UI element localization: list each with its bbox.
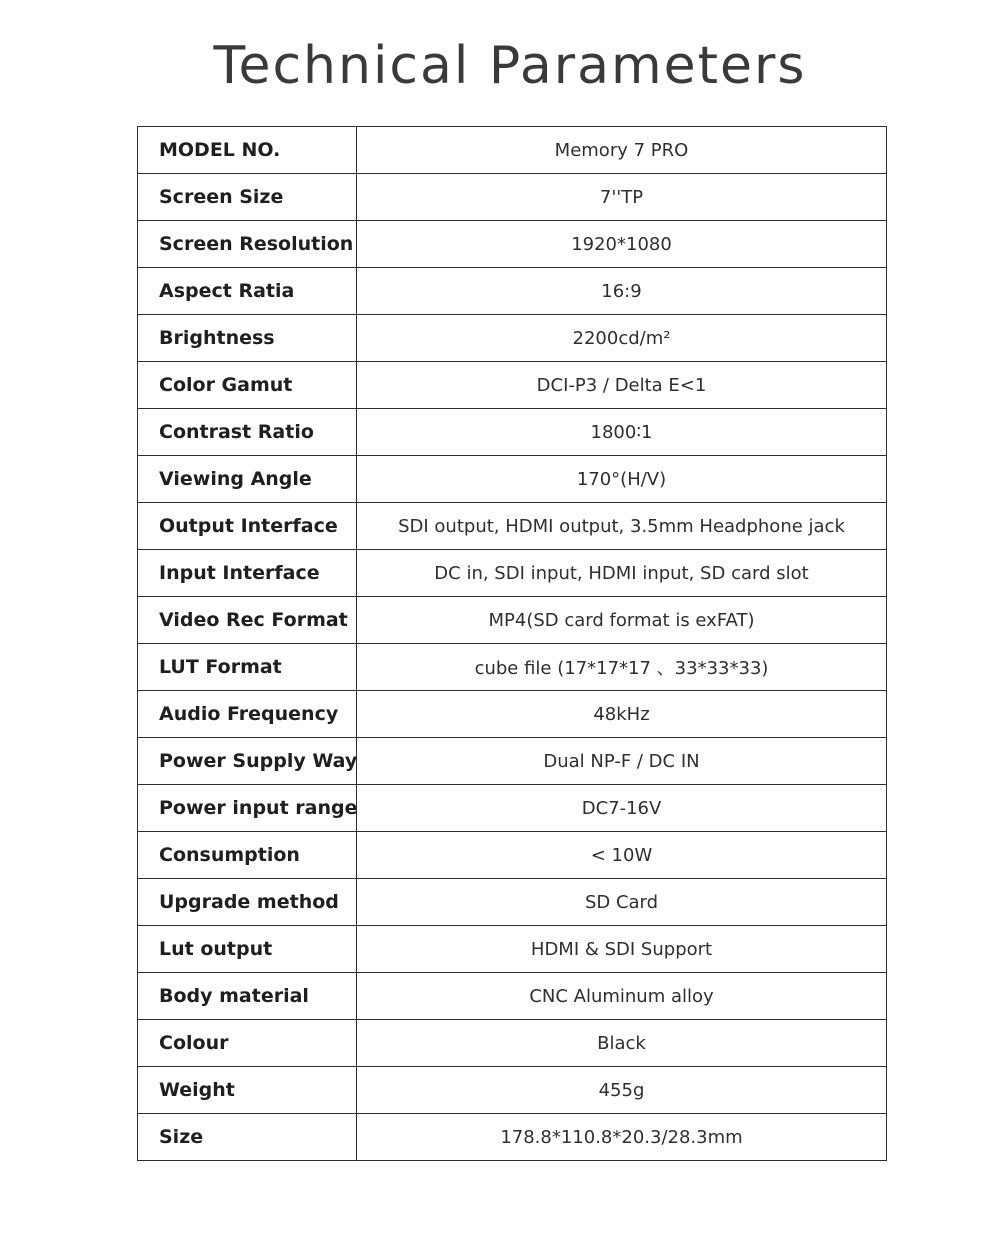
param-label: Viewing Angle xyxy=(138,456,357,503)
param-value: < 10W xyxy=(357,832,887,879)
param-label: Color Gamut xyxy=(138,362,357,409)
page-title: Technical Parameters xyxy=(213,36,807,96)
table-row xyxy=(138,315,887,362)
param-value: Dual NP-F / DC IN xyxy=(357,738,887,785)
param-value: 2200cd/m² xyxy=(357,315,887,362)
param-value: Memory 7 PRO xyxy=(357,127,887,174)
param-label: Video Rec Format xyxy=(138,597,357,644)
param-label: Power Supply Way xyxy=(138,738,357,785)
table-row xyxy=(138,127,887,174)
table-row xyxy=(138,268,887,315)
param-value: DCI-P3 / Delta E<1 xyxy=(357,362,887,409)
param-value: 7''TP xyxy=(357,174,887,221)
param-value: HDMI & SDI Support xyxy=(357,926,887,973)
table-row xyxy=(138,597,887,644)
param-label: Size xyxy=(138,1114,357,1161)
param-value: 170°(H/V) xyxy=(357,456,887,503)
table-row xyxy=(138,174,887,221)
table-row xyxy=(138,1020,887,1067)
param-label: Power input range xyxy=(138,785,357,832)
param-label: Upgrade method xyxy=(138,879,357,926)
table-row xyxy=(138,1114,887,1161)
param-label: Contrast Ratio xyxy=(138,409,357,456)
table-row xyxy=(138,926,887,973)
param-label: Body material xyxy=(138,973,357,1020)
param-value: CNC Aluminum alloy xyxy=(357,973,887,1020)
table-row xyxy=(138,691,887,738)
param-label: Aspect Ratia xyxy=(138,268,357,315)
table-row xyxy=(138,832,887,879)
param-label: Screen Size xyxy=(138,174,357,221)
param-value: SDI output, HDMI output, 3.5mm Headphone jack xyxy=(357,503,887,550)
param-label: LUT Format xyxy=(138,644,357,691)
table-row xyxy=(138,785,887,832)
table-row xyxy=(138,644,887,691)
param-value: DC7-16V xyxy=(357,785,887,832)
param-label: Brightness xyxy=(138,315,357,362)
table-row xyxy=(138,362,887,409)
param-value: 1920*1080 xyxy=(357,221,887,268)
param-label: MODEL NO. xyxy=(138,127,357,174)
table-row xyxy=(138,503,887,550)
table-row xyxy=(138,973,887,1020)
param-value: 178.8*110.8*20.3/28.3mm xyxy=(357,1114,887,1161)
param-value: MP4(SD card format is exFAT) xyxy=(357,597,887,644)
table-row xyxy=(138,456,887,503)
param-value: 16:9 xyxy=(357,268,887,315)
param-label: Consumption xyxy=(138,832,357,879)
param-value: DC in, SDI input, HDMI input, SD card slot xyxy=(357,550,887,597)
param-value: Black xyxy=(357,1020,887,1067)
param-label: Colour xyxy=(138,1020,357,1067)
param-label: Screen Resolution xyxy=(138,221,357,268)
param-value: 48kHz xyxy=(357,691,887,738)
table-row xyxy=(138,738,887,785)
param-value: cube file (17*17*17 、33*33*33) xyxy=(357,644,887,691)
param-label: Input Interface xyxy=(138,550,357,597)
param-label: Output Interface xyxy=(138,503,357,550)
spec-table xyxy=(137,126,887,1161)
spec-table-body xyxy=(138,127,887,1161)
param-label: Lut output xyxy=(138,926,357,973)
table-row xyxy=(138,409,887,456)
param-value: 1800∶1 xyxy=(357,409,887,456)
table-row xyxy=(138,221,887,268)
table-row xyxy=(138,879,887,926)
param-value: SD Card xyxy=(357,879,887,926)
table-row xyxy=(138,550,887,597)
param-label: Weight xyxy=(138,1067,357,1114)
table-row xyxy=(138,1067,887,1114)
param-label: Audio Frequency xyxy=(138,691,357,738)
param-value: 455g xyxy=(357,1067,887,1114)
